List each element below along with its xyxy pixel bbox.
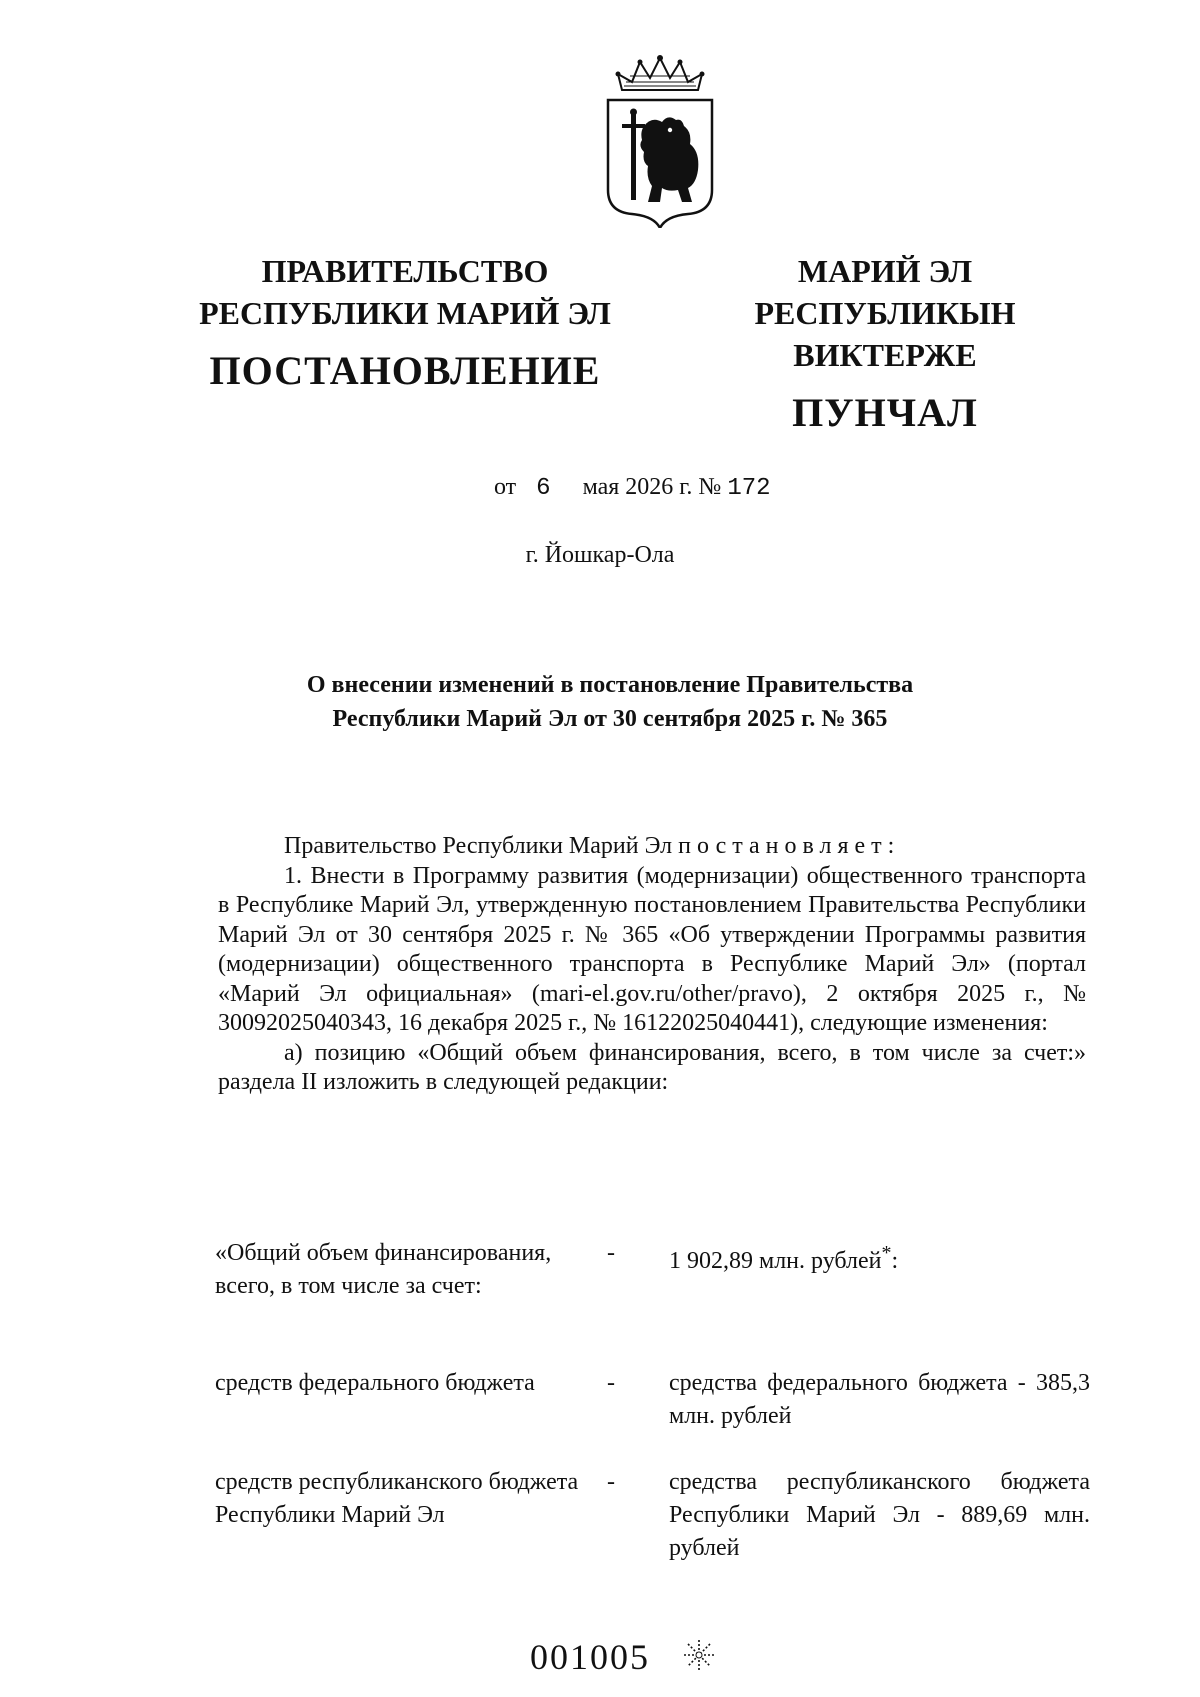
document-type-mari: ПУНЧАЛ bbox=[792, 390, 978, 435]
table-row bbox=[215, 1237, 1090, 1303]
document-title bbox=[200, 668, 1020, 736]
row-value-tail: : bbox=[891, 1248, 899, 1274]
intro-paragraph bbox=[218, 832, 1086, 862]
document-number: 172 bbox=[727, 475, 771, 502]
date-month-year: мая 2026 г. № bbox=[582, 474, 722, 500]
row-value: средства республиканского бюджета Республики Марий Эл - 889,69 млн. рублей bbox=[669, 1469, 1090, 1561]
table-row bbox=[215, 1367, 1090, 1433]
intro-prefix: Правительство Республики Марий Эл bbox=[284, 833, 673, 859]
row-value: средства федерального бюджета - 385,3 млн. рублей bbox=[669, 1370, 1090, 1429]
header-left bbox=[195, 250, 615, 394]
row-dash: - bbox=[607, 1370, 615, 1396]
document-type-ru: ПОСТАНОВЛЕНИЕ bbox=[209, 348, 601, 393]
row-label: средств республиканского бюджета Республики Марий Эл bbox=[215, 1469, 579, 1528]
row-dash: - bbox=[607, 1469, 615, 1495]
row-value-text: 1 902,89 млн. рублей bbox=[669, 1248, 882, 1274]
date-line bbox=[494, 474, 771, 502]
title-line1: О внесении изменений в постановление Правительства bbox=[306, 672, 914, 698]
row-label: «Общий объем финансирования, всего, в том числе за счет: bbox=[215, 1240, 552, 1299]
serial-number: 001005 bbox=[530, 1637, 650, 1677]
row-value bbox=[669, 1237, 1090, 1303]
date-prefix: от bbox=[494, 474, 517, 500]
intro-verb: постановляет: bbox=[678, 833, 901, 859]
row-label: средств федерального бюджета bbox=[215, 1370, 535, 1396]
asterisk-stamp-icon bbox=[682, 1638, 716, 1672]
footnote-mark: * bbox=[881, 1242, 892, 1264]
row-dash: - bbox=[607, 1240, 615, 1266]
header-right-line1: МАРИЙ ЭЛ РЕСПУБЛИКЫН bbox=[754, 253, 1016, 331]
header-left-line1: ПРАВИТЕЛЬСТВО bbox=[261, 253, 549, 289]
table-row bbox=[215, 1466, 1090, 1565]
header-right-line2: ВИКТЕРЖЕ bbox=[793, 337, 977, 373]
city: г. Йошкар-Ола bbox=[525, 542, 675, 568]
date-day: 6 bbox=[536, 475, 551, 502]
coat-of-arms-icon bbox=[602, 52, 718, 228]
item-1-paragraph: 1. Внести в Программу развития (модернизации) общественного транспорта в Республике Марий Эл, утвержденную постановлением Правительства Республики Марий Эл от 30 сентября 2025 г. № 365 «Об утверждении Программы развития (модернизации) общественного транспорта в Республике Марий Эл» (портал «Марий Эл официальная» (mari-el.gov.ru/other/pravo), 2 октября 2025 г., № 30092025040343, 16 декабря 2025 г., № 16122025040441), следующие изменения: bbox=[218, 862, 1086, 1036]
item-a-paragraph: а) позицию «Общий объем финансирования, всего, в том числе за счет:» раздела II изложить в следующей редакции: bbox=[218, 1039, 1086, 1095]
title-line2: Республики Марий Эл от 30 сентября 2025 г. № 365 bbox=[332, 706, 888, 732]
body-text bbox=[218, 832, 1086, 1098]
header-left-line2: РЕСПУБЛИКИ МАРИЙ ЭЛ bbox=[199, 295, 611, 331]
header-right bbox=[665, 250, 1105, 436]
